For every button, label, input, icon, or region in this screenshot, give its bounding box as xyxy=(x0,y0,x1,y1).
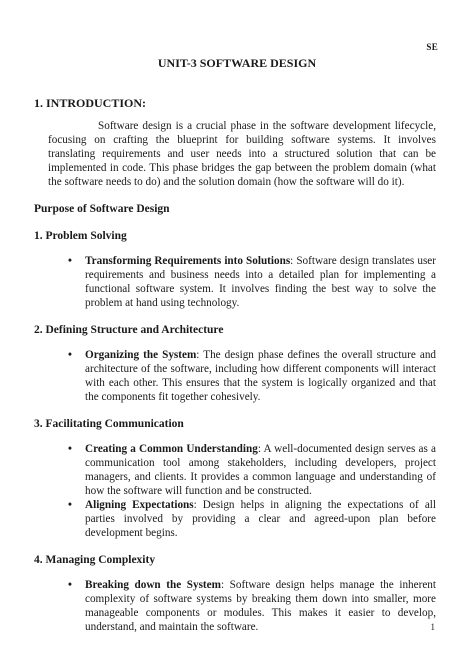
item-term: Organizing the System xyxy=(85,349,197,361)
page-number: 1 xyxy=(430,622,435,632)
item-text: : A well-documented design serves as a communication tool among stakeholders, including developers, project managers, and clients. It provides a common language and understanding of how the software will function and be constructed. xyxy=(85,443,436,497)
section-heading: 4. Managing Complexity xyxy=(34,554,156,566)
bullet-list xyxy=(34,578,436,634)
list-item xyxy=(68,442,436,498)
bullet-icon: • xyxy=(68,499,72,511)
list-item xyxy=(68,498,436,540)
page-title: UNIT-3 SOFTWARE DESIGN xyxy=(157,56,317,70)
document-body xyxy=(34,96,436,634)
item-text: : Design helps in aligning the expectations of all parties involved by providing a clear and agreed-upon plan before development begins. xyxy=(85,499,436,539)
list-item xyxy=(68,348,437,404)
bullet-list xyxy=(34,442,436,540)
intro-heading: 1. INTRODUCTION: xyxy=(34,96,147,110)
intro-paragraph: Software design is a crucial phase in the software development lifecycle, focusing on crafting the blueprint for building software systems. It involves translating requirements and user needs into a structured solution that can be implemented in code. This phase bridges the gap between the problem domain (what the software needs to do) and the solution domain (how the software will do it). xyxy=(48,120,436,188)
list-item xyxy=(68,578,436,634)
bullet-icon: • xyxy=(68,579,72,591)
purpose-heading: Purpose of Software Design xyxy=(34,203,170,215)
bullet-icon: • xyxy=(68,255,72,267)
list-item xyxy=(68,254,436,310)
item-text: : Software design helps manage the inherent complexity of software systems by breaking them down into smaller, more manageable components or modules. This makes it easier to develop, understand, and maintain the software. xyxy=(85,579,436,633)
item-term: Transforming Requirements into Solutions xyxy=(85,255,291,267)
section-heading: 3. Facilitating Communication xyxy=(34,418,184,430)
item-term: Creating a Common Understanding xyxy=(85,443,258,455)
bullet-list xyxy=(34,348,436,404)
bullet-icon: • xyxy=(68,443,72,455)
item-text: : Software design translates user requirements and business needs into a detailed plan for implementing a functional software system. It involves finding the best way to solve the problem at hand using technology. xyxy=(85,255,436,309)
header-tag: SE xyxy=(426,42,438,52)
item-term: Breaking down the System xyxy=(85,579,221,591)
bullet-icon: • xyxy=(68,349,72,361)
item-term: Aligning Expectations xyxy=(85,499,194,511)
section-heading: 2. Defining Structure and Architecture xyxy=(34,324,224,336)
item-text: : The design phase defines the overall structure and architecture of the software, including how different components will interact with each other. This ensures that the system is logically organized and that the components fit together cohesively. xyxy=(85,349,437,403)
section-heading: 1. Problem Solving xyxy=(34,230,127,242)
bullet-list xyxy=(34,254,436,310)
